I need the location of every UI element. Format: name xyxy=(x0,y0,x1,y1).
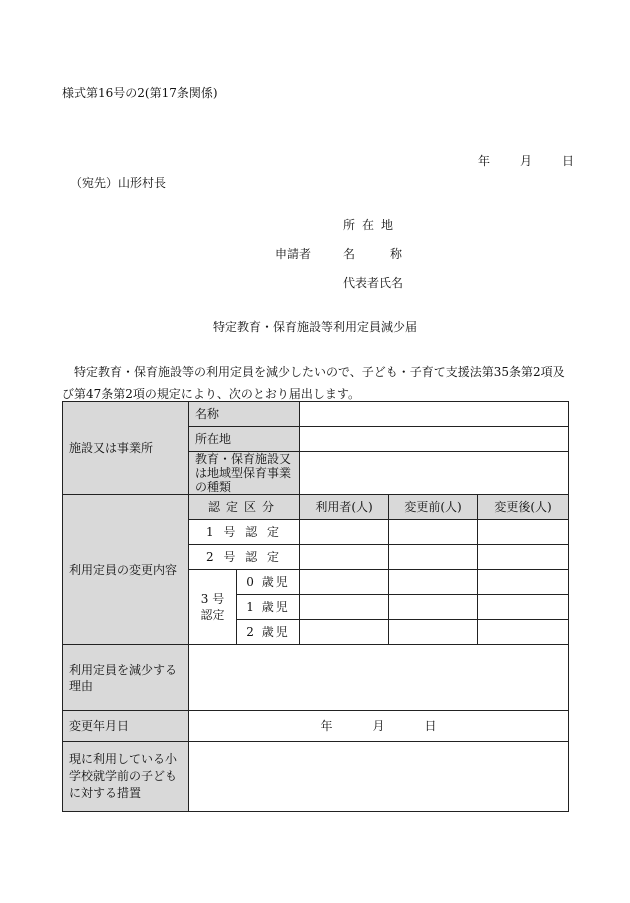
name-char-2: 称 xyxy=(390,247,403,261)
reason-label: 利用定員を減少する理由 xyxy=(63,645,189,711)
cert1-label: 1 号 認 定 xyxy=(189,520,300,545)
category-header: 認定区分 xyxy=(189,495,300,520)
cert2-after-field[interactable] xyxy=(478,545,569,570)
age2-before-field[interactable] xyxy=(389,620,478,645)
facility-name-label: 名称 xyxy=(189,402,300,427)
age1-users-field[interactable] xyxy=(300,595,389,620)
cert1-users-field[interactable] xyxy=(300,520,389,545)
change-date-label: 変更年月日 xyxy=(63,711,189,742)
date-year: 年 xyxy=(478,154,491,168)
facility-name-field[interactable] xyxy=(300,402,569,427)
date-day: 日 xyxy=(562,154,575,168)
name-char-1: 名 xyxy=(343,247,356,261)
change-date-field[interactable] xyxy=(189,711,569,742)
measures-label: 現に利用している小学校就学前の子どもに対する措置 xyxy=(63,742,189,812)
applicant-address-label: 所在地 xyxy=(343,218,401,232)
change-date-month: 月 xyxy=(372,719,385,733)
measures-field[interactable] xyxy=(189,742,569,812)
facility-location-field[interactable] xyxy=(300,427,569,452)
age1-before-field[interactable] xyxy=(389,595,478,620)
age1-after-field[interactable] xyxy=(478,595,569,620)
change-date-day: 日 xyxy=(424,719,437,733)
form-number: 様式第16号の2(第17条関係) xyxy=(62,86,218,100)
after-header: 変更後(人) xyxy=(478,495,569,520)
age0-after-field[interactable] xyxy=(478,570,569,595)
date-month: 月 xyxy=(520,154,533,168)
change-date-year: 年 xyxy=(320,719,333,733)
users-header: 利用者(人) xyxy=(300,495,389,520)
cert2-label: 2 号 認 定 xyxy=(189,545,300,570)
notification-form-table xyxy=(62,401,569,812)
reason-field[interactable] xyxy=(189,645,569,711)
cert3-label: 3 号 認定 xyxy=(189,570,237,645)
cert1-before-field[interactable] xyxy=(389,520,478,545)
age0-before-field[interactable] xyxy=(389,570,478,595)
cert2-users-field[interactable] xyxy=(300,545,389,570)
age2-after-field[interactable] xyxy=(478,620,569,645)
representative-label: 代表者氏名 xyxy=(343,276,404,290)
capacity-change-label: 利用定員の変更内容 xyxy=(63,495,189,645)
applicant-label: 申請者 xyxy=(275,247,312,261)
document-title: 特定教育・保育施設等利用定員減少届 xyxy=(212,320,417,334)
age0-label: 0 歳児 xyxy=(237,570,300,595)
applicant-name-label xyxy=(343,245,402,262)
facility-location-label: 所在地 xyxy=(189,427,300,452)
before-header: 変更前(人) xyxy=(389,495,478,520)
facility-type-field[interactable] xyxy=(300,452,569,495)
intro-paragraph: 特定教育・保育施設等の利用定員を減少したいので、子ども・子育て支援法第35条第2項及び第47条第2項の規定により、次のとおり届出します。 xyxy=(62,365,565,401)
age2-users-field[interactable] xyxy=(300,620,389,645)
facility-type-label: 教育・保育施設又は地域型保育事業の種類 xyxy=(189,452,300,495)
age0-users-field[interactable] xyxy=(300,570,389,595)
addressee: （宛先）山形村長 xyxy=(70,176,167,190)
age1-label: 1 歳児 xyxy=(237,595,300,620)
cert2-before-field[interactable] xyxy=(389,545,478,570)
submission-date xyxy=(478,152,574,169)
facility-label: 施設又は事業所 xyxy=(63,402,189,495)
age2-label: 2 歳児 xyxy=(237,620,300,645)
cert1-after-field[interactable] xyxy=(478,520,569,545)
